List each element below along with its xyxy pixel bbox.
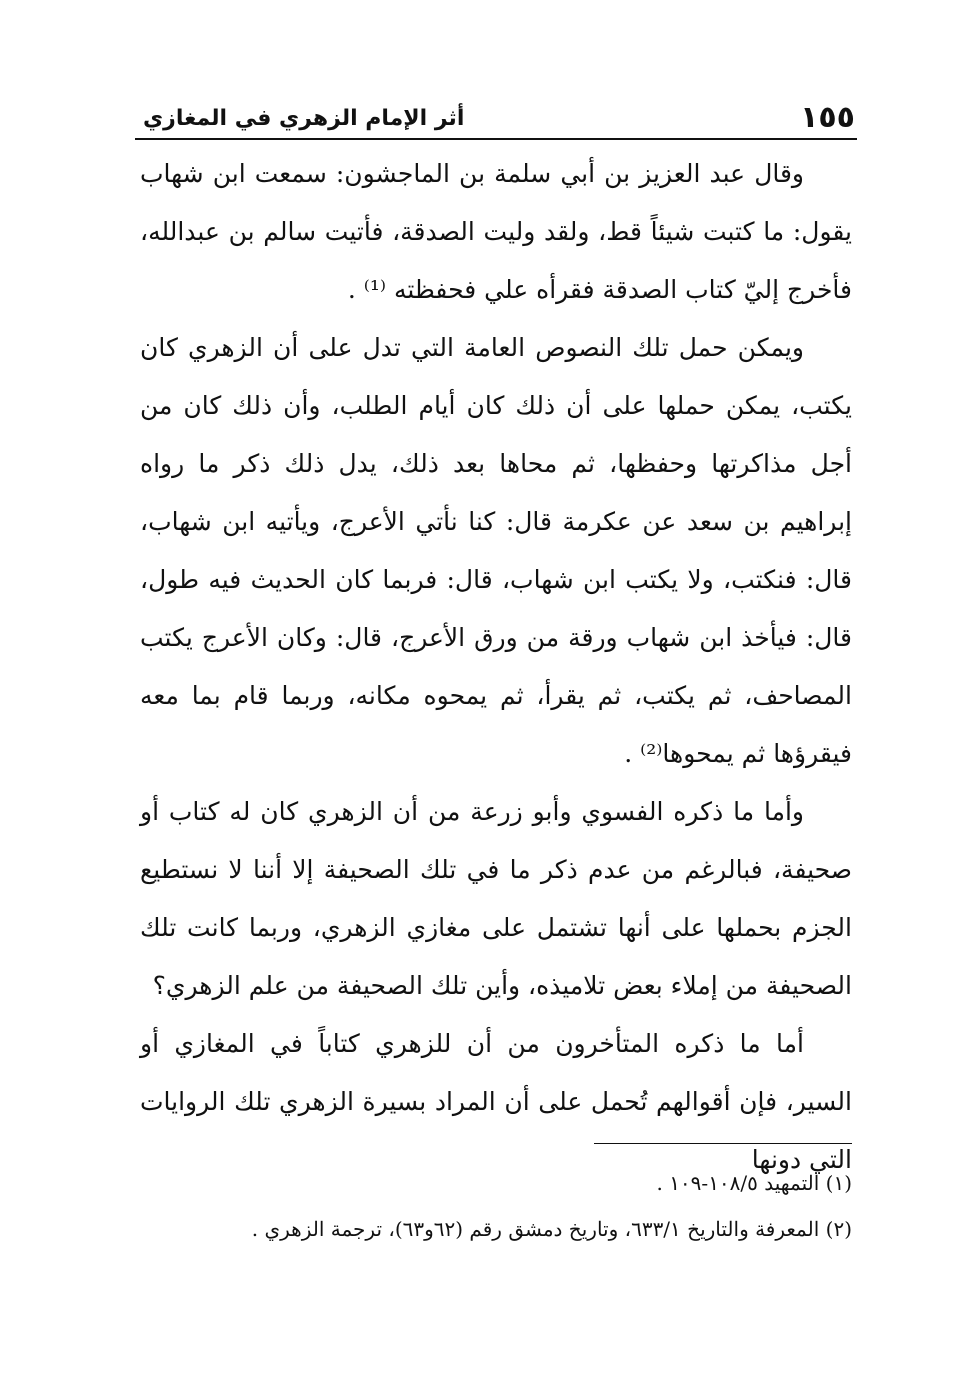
paragraph-2: ويمكن حمل تلك النصوص العامة التي تدل على أن الزهري كان يكتب، يمكن حملها على أن ذلك كان أيام الطلب، وأن ذلك كان من أجل مذاكرتها وحفظها، ثم محاها بعد ذلك، يدل ذلك ذكر ما رواه إبراهيم بن سعد عن عكرمة قال: كنا نأتي الأعرج، ويأتيه ابن شهاب، قال: فنكتب، ولا يكتب ابن شهاب، قال: فربما كان الحديث فيه طول، قال: فيأخذ ابن شهاب ورقة من ورق الأعرج، قال: وكان الأعرج يكتب المصاحف، ثم يكتب، ثم يقرأ، ثم يمحوه مكانه، وربما قام بما معه فيقرؤها ثم يمحوها⁽²⁾ . bbox=[140, 333, 852, 768]
running-title: أثر الإمام الزهري في المغازي bbox=[143, 106, 465, 131]
page-number: ١٥٥ bbox=[800, 100, 855, 135]
footnote-2: (٢) المعرفة والتاريخ ٦٣٣/١، وتاريخ دمشق رقم (٦٢و٦٣)، ترجمة الزهري . bbox=[251, 1217, 852, 1241]
main-text bbox=[140, 145, 852, 1189]
paragraph-1: وقال عبد العزيز بن أبي سلمة بن الماجشون: سمعت ابن شهاب يقول: ما كتبت شيئاً قط، ولقد وليت الصدقة، فأتيت سالم بن عبدالله، فأخرج إليّ كتاب الصدقة فقرأه علي فحفظته ⁽¹⁾ . bbox=[140, 159, 852, 304]
paragraph-3: وأما ما ذكره الفسوي وأبو زرعة من أن الزهري كان له كتاب أو صحيفة، فبالرغم من عدم ذكر ما في تلك الصحيفة إلا أننا لا نستطيع الجزم بحملها على أنها تشتمل على مغازي الزهري، وربما كانت تلك الصحيفة من إملاء بعض تلاميذه، وأين تلك الصحيفة من علم الزهري؟ bbox=[140, 797, 852, 1000]
footnote-divider bbox=[594, 1143, 852, 1144]
footnote-1: (١) التمهيد ١٠٨/٥-١٠٩ . bbox=[656, 1171, 852, 1195]
footnotes bbox=[140, 1160, 852, 1252]
page-header bbox=[135, 98, 857, 140]
paragraph-4: أما ما ذكره المتأخرون من أن للزهري كتاباً في المغازي أو السير، فإن أقوالهم تُحمل على أن المراد بسيرة الزهري تلك الروايات التي دونها bbox=[140, 1029, 852, 1174]
